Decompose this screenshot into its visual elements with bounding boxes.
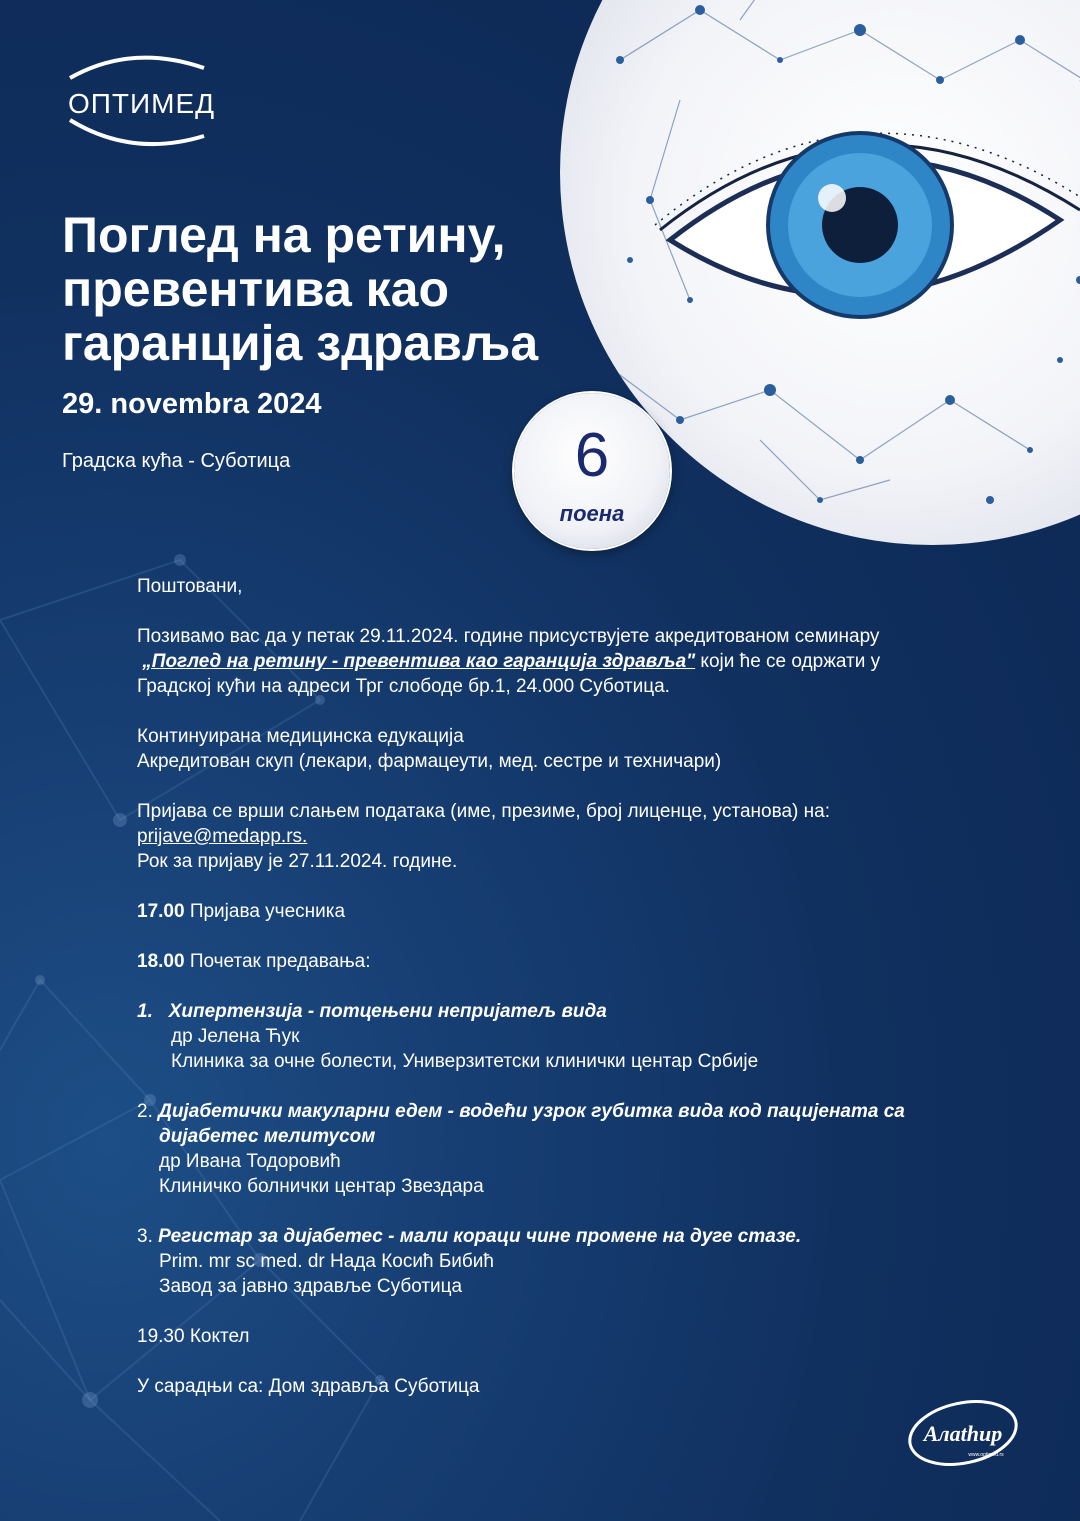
registration-deadline: Рок за пријаву је 27.11.2024. године. xyxy=(137,851,458,872)
salutation: Поштовани, xyxy=(137,576,243,597)
partner-logo-url: www.optimed.rs xyxy=(968,1452,1004,1458)
lecture-2-speaker: др Ивана Тодоровић xyxy=(159,1151,341,1172)
page-title xyxy=(62,208,622,370)
lecture-1-title xyxy=(137,999,957,1024)
cme-line-1: Континуирана медицинска едукација xyxy=(137,726,464,747)
points-number: 6 xyxy=(574,421,610,490)
seminar-name: „Поглед на ретину - превентива као гаранција здравља" xyxy=(142,651,696,672)
lecture-1-institution: Клиника за очне болести, Универзитетски клинички центар Србије xyxy=(171,1051,759,1072)
invite-line-1: Позивамо вас да у петак 29.11.2024. године присуствујете акредитованом семинару xyxy=(137,626,880,647)
lecture-3-speaker: Prim. mr sc med. dr Нада Косић Бибић xyxy=(159,1251,494,1272)
invite-line-2-rest: који ће се одржати у xyxy=(695,651,881,672)
invitation-body xyxy=(137,574,957,1399)
title-line-1: Поглед на ретину, xyxy=(62,207,506,263)
lecture-number: 3. xyxy=(137,1226,153,1247)
schedule-time: 18.00 xyxy=(137,951,185,972)
title-line-3: гаранција здравља xyxy=(62,315,539,371)
registration-line: Пријава се врши слањем података (име, презиме, број лиценце, установа) на: xyxy=(137,801,830,822)
lecture-3-title xyxy=(137,1224,957,1249)
lecture-2-institution: Клиничко болнички центар Звездара xyxy=(159,1176,484,1197)
lecture-number: 2. xyxy=(137,1101,153,1122)
lecture-1-speaker: др Јелена Ћук xyxy=(171,1026,300,1047)
event-date: 29. novembra 2024 xyxy=(62,388,322,420)
lecture-title: Регистар за дијабетес - мали кораци чине промене на дуге стазе. xyxy=(158,1226,802,1247)
logo-text: ОПТИМЕД xyxy=(68,88,216,119)
partner-line: У сарадњи са: Дом здравља Суботица xyxy=(137,1376,480,1397)
schedule-text: Пријава учесника xyxy=(184,901,346,922)
partner-logo-text: Алаthир xyxy=(923,1421,1003,1446)
title-line-2: превентива као xyxy=(62,261,450,317)
schedule-item-registration xyxy=(137,899,957,924)
invite-line-2 xyxy=(137,649,957,674)
points-label: поена xyxy=(559,501,625,526)
schedule-item-lectures xyxy=(137,949,957,974)
schedule-time: 17.00 xyxy=(137,901,185,922)
lecture-title: Дијабетички макуларни едем - водећи узрок губитка вида код пацијената са xyxy=(158,1101,905,1122)
cocktail-line: 19.30 Коктел xyxy=(137,1326,250,1347)
optimed-logo xyxy=(62,48,216,158)
schedule-text: Почетак предавања: xyxy=(184,951,371,972)
points-badge xyxy=(514,393,670,549)
lecture-title: Хипертензија - потцењени непријатељ вида xyxy=(168,1001,607,1022)
lecture-2-title xyxy=(137,1099,957,1124)
lecture-number: 1. xyxy=(137,1001,153,1022)
registration-email-link[interactable]: prijave@medapp.rs. xyxy=(137,826,308,847)
lecture-3-institution: Завод за јавно здравље Суботица xyxy=(159,1276,463,1297)
cme-line-2: Акредитован скуп (лекари, фармацеути, мед. сестре и техничари) xyxy=(137,751,722,772)
partner-logo xyxy=(906,1398,1021,1468)
invite-line-3: Градској кући на адреси Трг слободе бр.1, 24.000 Суботица. xyxy=(137,676,670,697)
lecture-2-title-cont: дијабетес мелитусом xyxy=(159,1126,376,1147)
event-venue: Градска кућа - Суботица xyxy=(62,450,291,472)
